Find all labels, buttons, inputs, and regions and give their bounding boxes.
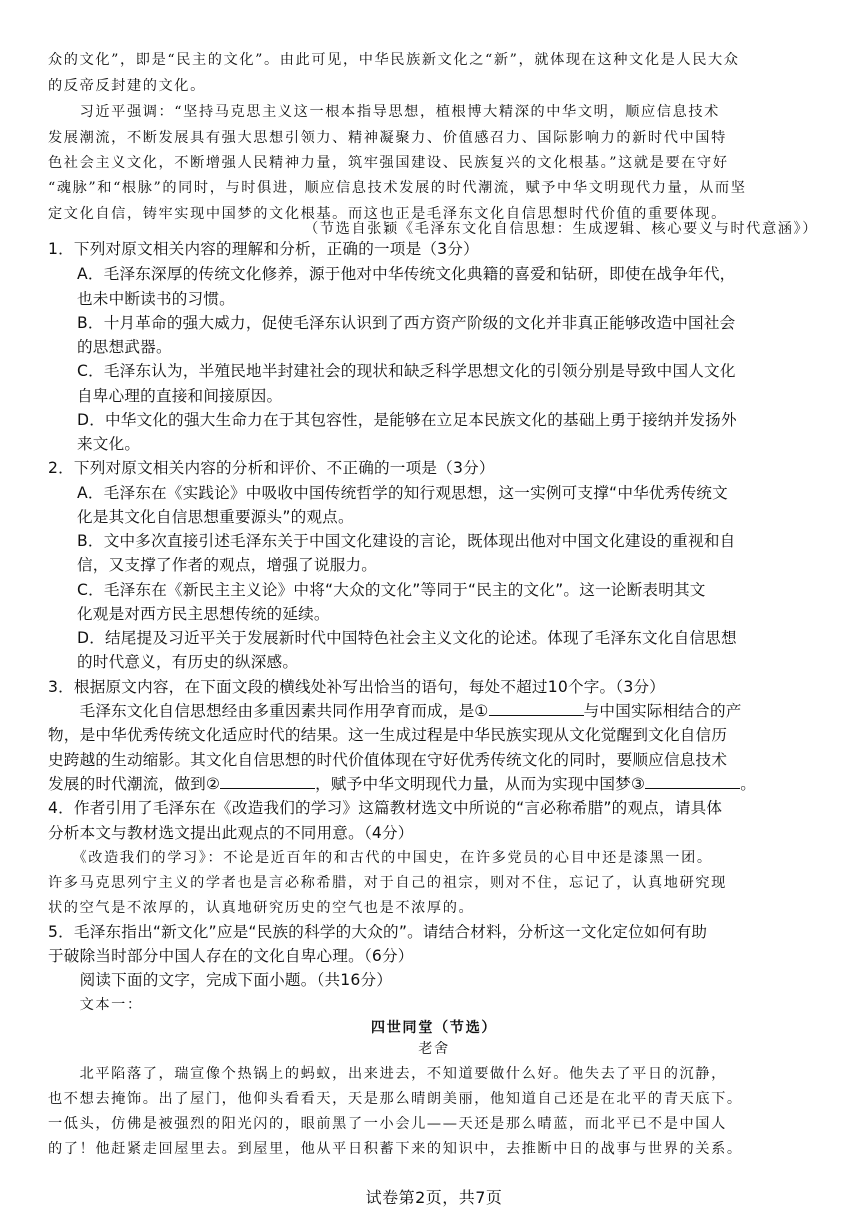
story-author: 老舍 bbox=[418, 1041, 450, 1057]
q2-option-b-cont: 信，又支撑了作者的观点，增强了说服力。 bbox=[77, 556, 378, 574]
story-paragraph-line: 北平陷落了，瑞宣像个热锅上的蚂蚁，出来进去，不知道要做什么好。他失去了平日的沉静， bbox=[48, 1066, 727, 1082]
q2-option-a: A．毛泽东在《实践论》中吸收中国传统哲学的知行观思想，这一实例可支撑“中华优秀传统文 bbox=[77, 484, 728, 502]
q3-text: 。 bbox=[740, 775, 756, 793]
story-title: 四世同堂（节选） bbox=[370, 1020, 498, 1036]
q3-text: ，赋予中华文明现代力量，从而为实现中国梦③ bbox=[315, 775, 646, 793]
story-paragraph-line: 的了！他赶紧走回屋里去。到屋里，他从平日积蓄下来的知识中，去推断中日的战事与世界的关系。 bbox=[48, 1141, 743, 1157]
q3-line-2: 物，是中华优秀传统文化适应时代的结果。这一生成过程是中华民族实现从文化觉醒到文化自信历 bbox=[48, 726, 728, 744]
q3-text: 毛泽东文化自信思想经由多重因素共同作用孕育而成，是① bbox=[48, 702, 489, 720]
text-label: 文本一： bbox=[48, 997, 143, 1013]
question-3-stem: 3．根据原文内容，在下面文段的横线处补写出恰当的语句，每处不超过10个字。（3分） bbox=[48, 678, 666, 696]
story-paragraph-line: 也不想去掩饰。出了屋门，他仰头看看天，天是那么晴朗美丽，他知道自己还是在北平的青天底下。 bbox=[48, 1091, 743, 1107]
q1-option-c: C．毛泽东认为，半殖民地半封建社会的现状和缺乏科学思想文化的引领分别是导致中国人文化 bbox=[77, 362, 736, 380]
q2-option-b: B．文中多次直接引述毛泽东关于中国文化建设的言论，既体现出他对中国文化建设的重视和自 bbox=[77, 532, 736, 550]
q1-option-b-cont: 的思想武器。 bbox=[77, 338, 172, 356]
source-citation: （节选自张颖《毛泽东文化自信思想：生成逻辑、核心要义与时代意涵》） bbox=[304, 221, 818, 237]
q2-option-a-cont: 化是其文化自信思想重要源头”的观点。 bbox=[77, 508, 354, 526]
q1-option-a: A．毛泽东深厚的传统文化修养，源于他对中华传统文化典籍的喜爱和钻研，即使在战争年代， bbox=[77, 265, 736, 283]
q1-option-b: B．十月革命的强大威力，促使毛泽东认识到了西方资产阶级的文化并非真正能够改造中国社会 bbox=[77, 314, 736, 332]
passage-line: 习近平强调：“坚持马克思主义这一根本指导思想，植根博大精深的中华文明，顺应信息技术 bbox=[48, 104, 720, 120]
q1-option-d: D．中华文化的强大生命力在于其包容性，是能够在立足本民族文化的基础上勇于接纳并发扬外 bbox=[77, 411, 737, 429]
q2-option-c: C．毛泽东在《新民主主义论》中将“大众的文化”等同于“民主的文化”。这一论断表明其文 bbox=[77, 581, 706, 599]
question-5-stem: 5．毛泽东指出“新文化”应是“民族的科学的大众的”。请结合材料，分析这一文化定位如何有助 bbox=[48, 923, 708, 941]
q1-option-c-cont: 自卑心理的直接和间接原因。 bbox=[77, 387, 283, 405]
q1-option-a-cont: 也未中断读书的习惯。 bbox=[77, 290, 235, 308]
answer-blank-2[interactable] bbox=[220, 774, 315, 789]
question-2-stem: 2．下列对原文相关内容的分析和评价、不正确的一项是（3分） bbox=[48, 459, 495, 477]
q3-line-3: 史跨越的生动缩影。其文化自信思想的时代价值体现在守好优秀传统文化的同时，要顺应信息技术 bbox=[48, 751, 728, 769]
q2-option-d-cont: 的时代意义，有历史的纵深感。 bbox=[77, 653, 299, 671]
question-4-stem-cont: 分析本文与教材选文提出此观点的不同用意。（4分） bbox=[48, 824, 414, 842]
q3-text: 与中国实际相结合的产 bbox=[583, 702, 742, 720]
q1-option-d-cont: 来文化。 bbox=[77, 435, 141, 453]
q2-option-d: D．结尾提及习近平关于发展新时代中国特色社会主义文化的论述。体现了毛泽东文化自信思想 bbox=[77, 629, 737, 647]
question-5-stem-cont: 于破除当时部分中国人存在的文化自卑心理。（6分） bbox=[48, 947, 414, 965]
answer-blank-3[interactable] bbox=[645, 774, 740, 789]
reading-intro: 阅读下面的文字，完成下面小题。（共16分） bbox=[48, 971, 393, 989]
question-1-stem: 1．下列对原文相关内容的理解和分析，正确的一项是（3分） bbox=[48, 240, 479, 258]
q3-line-4 bbox=[48, 773, 818, 795]
story-paragraph-line: 一低头，仿佛是被强烈的阳光闪的，眼前黑了一小会儿——天还是那么晴蓝，而北平已不是中国人 bbox=[48, 1116, 727, 1132]
passage-line: 众的文化”，即是“民主的文化”。由此可见，中华民族新文化之“新”，就体现在这种文化是人民大众 bbox=[48, 52, 740, 68]
q2-option-c-cont: 化观是对西方民主思想传统的延续。 bbox=[77, 605, 330, 623]
page-footer: 试卷第2页，共7页 bbox=[365, 1188, 503, 1207]
passage-line: 的反帝反封建的文化。 bbox=[48, 78, 206, 94]
q4-quote-line: 状的空气是不浓厚的，认真地研究历史的空气也是不浓厚的。 bbox=[48, 900, 475, 916]
question-4-stem: 4．作者引用了毛泽东在《改造我们的学习》这篇教材选文中所说的“言必称希腊”的观点，请具体 bbox=[48, 799, 723, 817]
q4-quote-line: 许多马克思列宁主义的学者也是言必称希腊，对于自己的祖宗，则对不住，忘记了，认真地研究现 bbox=[48, 875, 727, 891]
q4-quote-line: 《改造我们的学习》：不论是近百年的和古代的中国史，在许多党员的心目中还是漆黑一团。 bbox=[48, 850, 713, 866]
q3-line-1 bbox=[48, 700, 818, 722]
answer-blank-1[interactable] bbox=[489, 701, 584, 716]
passage-line: 定文化自信，铸牢实现中国梦的文化根基。而这也正是毛泽东文化自信思想时代价值的重要体现。 bbox=[48, 206, 727, 222]
passage-line: 色社会主义文化，不断增强人民精神力量，筑牢强国建设、民族复兴的文化根基。”这就是要在守好 bbox=[48, 155, 729, 171]
passage-line: 发展潮流，不断发展具有强大思想引领力、精神凝聚力、价值感召力、国际影响力的新时代中国特 bbox=[48, 130, 727, 146]
passage-line: “魂脉”和“根脉”的同时，与时俱进，顺应信息技术发展的时代潮流，赋予中华文明现代力量，从而坚 bbox=[48, 180, 747, 196]
q3-text: 发展的时代潮流，做到② bbox=[48, 775, 221, 793]
